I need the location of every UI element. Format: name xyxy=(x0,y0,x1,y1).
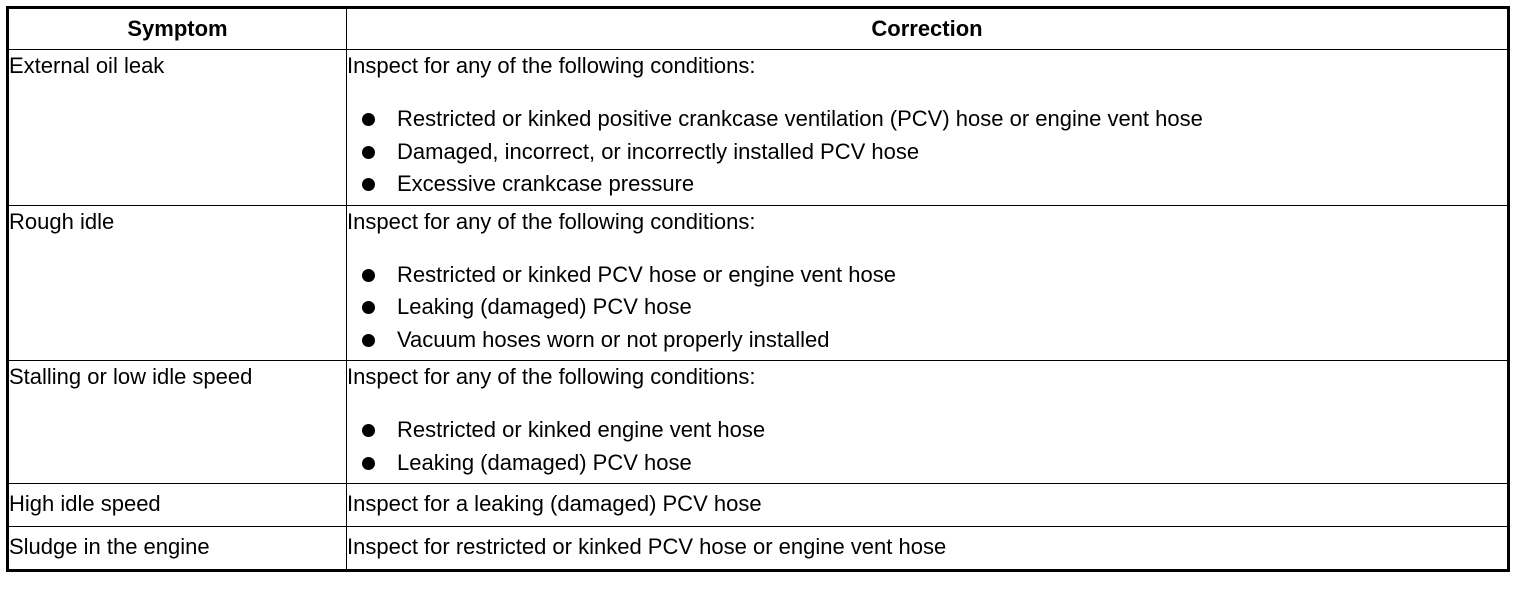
table-row xyxy=(8,527,1509,571)
correction-cell: Inspect for restricted or kinked PCV hose or engine vent hose xyxy=(347,527,1509,571)
correction-intro: Inspect for any of the following conditions: xyxy=(347,364,756,389)
list-item xyxy=(347,259,1507,292)
correction-cell xyxy=(347,205,1509,361)
bullet-icon xyxy=(362,178,375,191)
table-row xyxy=(8,361,1509,484)
bullet-icon xyxy=(362,269,375,282)
table-row xyxy=(8,484,1509,527)
symptom-cell: High idle speed xyxy=(8,484,347,527)
list-item xyxy=(347,103,1507,136)
list-item-text: Leaking (damaged) PCV hose xyxy=(397,449,692,475)
correction-cell: Inspect for a leaking (damaged) PCV hose xyxy=(347,484,1509,527)
list-item-text: Restricted or kinked engine vent hose xyxy=(397,417,766,442)
symptom-correction-table xyxy=(6,6,1510,572)
table-row xyxy=(8,205,1509,361)
symptom-cell: Rough idle xyxy=(8,205,347,361)
bullet-icon xyxy=(362,146,375,159)
list-item xyxy=(347,324,1507,357)
bullet-icon xyxy=(362,113,375,126)
bullet-icon xyxy=(362,334,375,347)
header-row xyxy=(8,8,1509,50)
list-item-text: Damaged, incorrect, or incorrectly installed PCV hose xyxy=(397,138,920,164)
correction-column-header: Correction xyxy=(347,8,1509,50)
correction-intro: Inspect for any of the following conditions: xyxy=(347,53,756,78)
correction-cell xyxy=(347,361,1509,484)
bullet-icon xyxy=(362,424,375,437)
correction-intro: Inspect for any of the following conditions: xyxy=(347,208,756,234)
list-item-text: Excessive crankcase pressure xyxy=(397,171,695,196)
bullet-icon xyxy=(362,301,375,314)
list-item xyxy=(347,447,1507,480)
correction-cell xyxy=(347,50,1509,206)
condition-list xyxy=(347,414,1507,483)
condition-list xyxy=(347,103,1507,205)
list-item-text: Restricted or kinked PCV hose or engine vent hose xyxy=(397,261,896,287)
list-item xyxy=(347,414,1507,447)
list-item-text: Leaking (damaged) PCV hose xyxy=(397,294,692,319)
list-item-text: Restricted or kinked positive crankcase ventilation (PCV) hose or engine vent hose xyxy=(397,106,1203,131)
symptom-cell: Stalling or low idle speed xyxy=(8,361,347,484)
symptom-column-header: Symptom xyxy=(8,8,347,50)
list-item xyxy=(347,136,1507,169)
table-row xyxy=(8,50,1509,206)
list-item xyxy=(347,291,1507,324)
condition-list xyxy=(347,259,1507,361)
list-item xyxy=(347,168,1507,201)
symptom-cell: Sludge in the engine xyxy=(8,527,347,571)
symptom-cell: External oil leak xyxy=(8,50,347,206)
list-item-text: Vacuum hoses worn or not properly installed xyxy=(397,326,830,352)
bullet-icon xyxy=(362,457,375,470)
